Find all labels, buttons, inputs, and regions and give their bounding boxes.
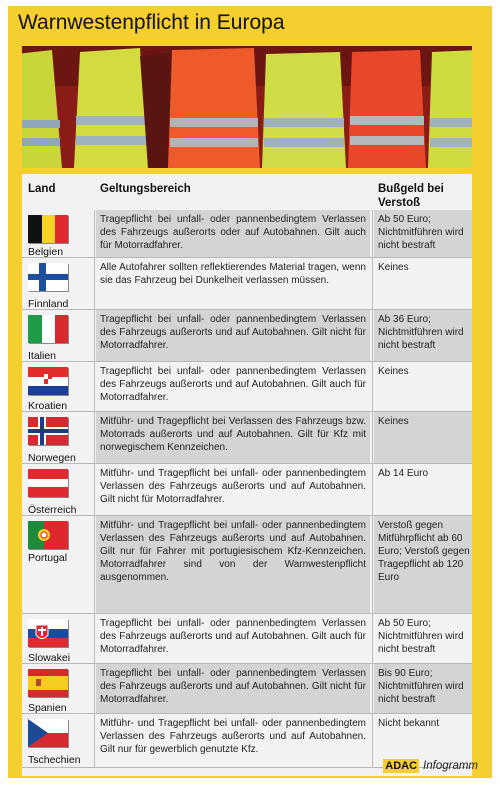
fine-text: Verstoß gegen Mitführpflicht ab 60 Euro; Verstoß gegen Tragepflicht ab 120 Euro <box>378 520 470 583</box>
infogramm-label: Infogramm <box>423 760 478 772</box>
country-cell <box>22 210 92 257</box>
scope-cell <box>96 362 370 411</box>
fine-text: Keines <box>378 366 409 377</box>
scope-text: Tragepflicht bei unfall- oder pannenbedingtem Verlassen des Fahrzeugs außerorts oder auf Autobahnen. Gilt auch für Motorradfahrer. <box>100 214 366 251</box>
italy-flag-icon <box>28 315 68 343</box>
scope-cell <box>96 664 370 713</box>
country-cell <box>22 258 92 309</box>
fine-text: Nicht bekannt <box>378 718 440 729</box>
scope-cell <box>96 258 370 309</box>
column-divider <box>372 210 373 768</box>
fine-cell <box>374 412 472 463</box>
regulations-table <box>22 174 472 776</box>
adac-brand: ADAC <box>385 760 418 772</box>
fine-text: Bis 90 Euro; Nichtmitführen wird nicht bestraft <box>378 668 464 705</box>
header-bussgeld: Bußgeld bei Verstoß <box>378 183 444 209</box>
country-name: Italien <box>28 350 57 362</box>
scope-cell <box>96 614 370 663</box>
country-cell <box>22 664 92 713</box>
scope-cell <box>96 412 370 463</box>
norway-flag-icon <box>28 417 68 445</box>
table-row <box>22 664 472 714</box>
fine-cell <box>374 614 472 663</box>
fine-cell <box>374 362 472 411</box>
czech-flag-icon <box>28 719 68 747</box>
table-row <box>22 516 472 614</box>
fine-text: Keines <box>378 262 409 273</box>
austria-flag-icon <box>28 469 68 497</box>
finland-flag-icon <box>28 263 68 291</box>
fine-cell <box>374 210 472 257</box>
country-name: Portugal <box>28 552 68 564</box>
scope-cell <box>96 310 370 361</box>
belgium-flag-icon <box>28 215 68 243</box>
scope-text: Tragepflicht bei unfall- oder pannenbedingtem Verlassen des Fahrzeugs außerorts und auf Autobahnen. Gilt auch für Motorradfahrer. <box>100 618 366 655</box>
header-land: Land <box>28 183 56 195</box>
scope-cell <box>96 210 370 257</box>
fine-text: Ab 50 Euro; Nichtmitführen wird nicht bestraft <box>378 618 464 655</box>
scope-text: Mitführ- und Tragepflicht bei unfall- oder pannenbedingtem Verlassen des Fahrzeugs außerorts und auf Autobahnen. Gilt nur für Fahrer mit portugiesischem Kfz-Kennzeichen. Motorradfahrer sind von der Warnwestenpflicht ausgenommen. <box>100 520 366 583</box>
scope-text: Tragepflicht bei unfall- oder pannenbedingtem Verlassen des Fahrzeugs außerorts und auf Autobahnen. Gilt nicht für Motorradfahrer. <box>100 314 366 351</box>
scope-text: Mitführ- und Tragepflicht bei unfall- oder pannenbedingtem Verlassen des Fahrzeugs außerorts und auf Autobahnen. Gilt nicht für Motorradfahrer. <box>100 468 366 505</box>
country-cell <box>22 412 92 463</box>
country-name: Spanien <box>28 702 67 714</box>
fine-text: Ab 50 Euro; Nichtmitführen wird nicht bestraft <box>378 214 464 251</box>
fine-cell <box>374 310 472 361</box>
fine-cell <box>374 464 472 515</box>
header-geltungsbereich: Geltungsbereich <box>100 183 191 195</box>
scope-text: Alle Autofahrer sollten reflektierendes Material tragen, wenn sie das Fahrzeug bei Dunkelheit verlassen müssen. <box>100 262 366 286</box>
slovakia-flag-icon <box>28 619 68 647</box>
table-row <box>22 258 472 310</box>
country-name: Slowakei <box>28 652 71 664</box>
table-row <box>22 210 472 258</box>
fine-cell <box>374 664 472 713</box>
table-row <box>22 412 472 464</box>
table-row <box>22 614 472 664</box>
scope-text: Tragepflicht bei unfall- oder pannenbedingtem Verlassen des Fahrzeugs außerorts und auf Autobahnen. Gilt auch für Motorradfahrer. <box>100 366 366 403</box>
country-name: Kroatien <box>28 400 68 412</box>
page-title: Warnwestenpflicht in Europa <box>18 11 285 34</box>
country-name: Belgien <box>28 246 64 258</box>
fine-text: Ab 14 Euro <box>378 468 429 479</box>
country-cell <box>22 614 92 663</box>
country-cell <box>22 464 92 515</box>
country-cell <box>22 310 92 361</box>
country-cell <box>22 516 92 613</box>
safety-vests-photo <box>22 46 472 168</box>
table-row <box>22 464 472 516</box>
table-row <box>22 310 472 362</box>
fine-cell <box>374 516 472 613</box>
country-name: Tschechien <box>28 754 81 766</box>
adac-infogramm-logo <box>383 758 478 774</box>
country-name: Österreich <box>28 504 77 516</box>
fine-cell <box>374 258 472 309</box>
fine-text: Keines <box>378 416 409 427</box>
column-divider <box>94 210 95 768</box>
fine-text: Ab 36 Euro; Nichtmitführen wird nicht bestraft <box>378 314 464 351</box>
country-name: Norwegen <box>28 452 76 464</box>
scope-cell <box>96 516 370 613</box>
scope-cell <box>96 714 370 767</box>
country-name: Finnland <box>28 298 69 310</box>
country-cell <box>22 714 92 767</box>
spain-flag-icon <box>28 669 68 697</box>
infographic-frame <box>8 6 492 778</box>
portugal-flag-icon <box>28 521 68 549</box>
table-row <box>22 362 472 412</box>
scope-cell <box>96 464 370 515</box>
scope-text: Tragepflicht bei unfall- oder pannenbedingtem Verlassen des Fahrzeugs außerorts und auf Autobahnen. Gilt nicht für Motorradfahrer. <box>100 668 366 705</box>
scope-text: Mitführ- und Tragepflicht bei Verlassen des Fahrzeugs bzw. Motorrads außerorts und auf Autobahnen. Gilt für Kfz mit norwegischem Kennzeichen. <box>100 416 366 453</box>
croatia-flag-icon <box>28 367 68 395</box>
country-cell <box>22 362 92 411</box>
scope-text: Mitführ- und Tragepflicht bei unfall- oder pannenbedingtem Verlassen des Fahrzeugs außerorts und auf Autobahnen. Gilt nur für gewerblich genutzte Kfz. <box>100 718 366 755</box>
